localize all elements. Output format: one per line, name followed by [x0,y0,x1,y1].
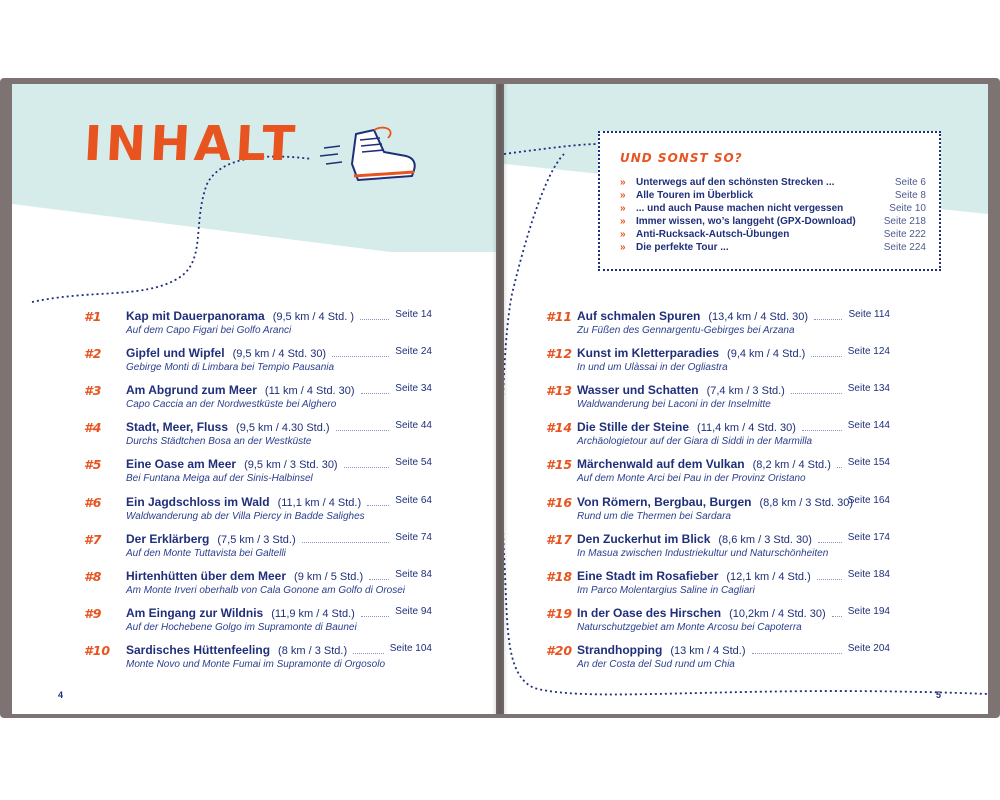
tour-page-ref: Seite 154 [847,457,890,469]
toc-entry[interactable] [0,457,1000,491]
tour-subtitle: Auf dem Monte Arci bei Pau in der Provinz Oristano [577,473,806,485]
tour-distance: (12,1 km / 4 Std.) [726,570,811,583]
dot-leader [791,393,842,394]
tour-title: Am Eingang zur Wildnis [126,605,264,620]
tour-title: Strandhopping [577,642,663,657]
chevron-right-icon: » [620,203,626,214]
tour-distance: (9,5 km / 4 Std. 30) [232,348,327,361]
tour-distance: (11,1 km / 4 Std.) [277,496,362,509]
dot-leader [752,653,842,654]
tour-title: Kunst im Kletterparadies [577,346,720,361]
tour-number: #6 [84,494,102,510]
tour-distance: (11,4 km / 4 Std. 30) [697,422,796,435]
tour-number: #19 [546,605,573,621]
tour-title-line [577,420,796,435]
extras-item-page: Seite 10 [889,203,926,214]
page-title: INHALT [82,116,301,172]
tour-distance: (10,2km / 4 Std. 30) [729,607,826,620]
chevron-right-icon: » [620,190,626,201]
tour-page-ref: Seite 64 [395,494,432,506]
dot-leader [818,542,842,543]
page-number-right: 5 [936,690,942,700]
tour-distance: (8,2 km / 4 Std.) [752,459,831,472]
tour-title: Den Zuckerhut im Blick [577,531,711,546]
tour-page-ref: Seite 104 [389,642,432,654]
toc-entry[interactable] [0,532,1000,566]
extras-item-page: Seite 222 [883,229,926,240]
extras-item-label: Alle Touren im Überblick [636,190,754,201]
dot-leader [802,430,842,431]
tour-subtitle: Am Monte Irveri oberhalb von Cala Gonone am Golfo di Orosei [126,584,406,596]
tour-subtitle: Zu Füßen des Gennargentu-Gebirges bei Arzana [577,325,795,336]
tour-page-ref: Seite 24 [395,346,432,358]
tour-subtitle: Durchs Städtchen Bosa an der Westküste [126,436,312,448]
chevron-right-icon: » [620,177,626,188]
tour-distance: (13,4 km / 4 Std. 30) [708,311,809,323]
tour-page-ref: Seite 174 [847,531,890,543]
tour-page-ref: Seite 164 [847,494,890,506]
tour-title-line [577,643,746,658]
toc-entry[interactable] [0,420,1000,454]
tour-distance: (8 km / 3 Std.) [278,644,348,657]
tour-distance: (9,4 km / 4 Std.) [727,348,806,361]
tour-number: #4 [84,420,102,436]
tour-subtitle: Gebirge Monti di Limbara bei Tempio Pausania [126,362,335,374]
tour-distance: (9,5 km / 4 Std. ) [272,311,355,323]
dot-leader [817,579,842,580]
tour-page-ref: Seite 114 [848,309,890,320]
tour-subtitle: Im Parco Molentargius Saline in Cagliari [577,584,755,596]
tour-number: #2 [84,346,102,362]
toc-entry[interactable] [0,643,1000,677]
tour-distance: (9,5 km / 3 Std. 30) [244,459,338,472]
page-number-left: 4 [58,690,64,700]
tour-title: Kap mit Dauerpanorama [126,309,265,323]
dot-leader [837,467,842,468]
tour-page-ref: Seite 34 [395,383,432,395]
tour-distance: (8,6 km / 3 Std. 30) [718,533,812,546]
tour-page-ref: Seite 54 [395,457,432,469]
tour-number: #18 [546,568,573,584]
tour-title-line [577,606,826,621]
toc-entry[interactable] [0,495,1000,529]
dot-leader [811,356,841,357]
chevron-right-icon: » [620,216,626,227]
tour-number: #17 [546,531,573,547]
tour-page-ref: Seite 84 [395,568,432,580]
tour-subtitle: Auf den Monte Tuttavista bei Galtelli [126,547,286,559]
tour-subtitle: Archäologietour auf der Giara di Siddi in der Marmilla [577,436,813,448]
tour-number: #15 [546,457,573,473]
tour-title: Wasser und Schatten [577,383,699,398]
extras-item-label: Unterwegs auf den schönsten Strecken ... [636,177,835,188]
tour-page-ref: Seite 44 [395,420,432,432]
tour-distance: (11 km / 4 Std. 30) [264,385,355,398]
tour-title-line [577,457,831,472]
extras-item-label: Immer wissen, wo’s langgeht (GPX-Download) [636,216,856,227]
chevron-right-icon: » [620,229,626,240]
tour-title: Von Römern, Bergbau, Burgen [577,494,752,509]
tour-page-ref: Seite 94 [395,605,432,617]
tour-number: #8 [84,568,102,584]
extras-item-label: Die perfekte Tour ... [636,242,729,253]
tour-distance: (13 km / 4 Std.) [670,644,746,657]
tour-number: #12 [546,346,573,362]
toc-entry[interactable] [0,383,1000,417]
extras-item-page: Seite 8 [894,190,926,201]
tour-subtitle: Monte Novo und Monte Fumai im Supramonte di Orgosolo [126,658,386,670]
tour-subtitle: Bei Funtana Meiga auf der Sinis-Halbinsel [126,473,313,485]
tour-distance: (7,5 km / 3 Std.) [217,533,296,546]
toc-entry[interactable] [0,569,1000,603]
toc-entry[interactable] [0,346,1000,380]
tour-subtitle: Naturschutzgebiet am Monte Arcosu bei Capoterra [577,621,802,633]
tour-title-line [577,532,812,547]
extras-item-page: Seite 6 [894,177,926,188]
tour-page-ref: Seite 14 [395,309,432,320]
tour-title-line [577,383,785,398]
tour-number: #10 [84,642,111,658]
tour-title: Gipfel und Wipfel [126,346,225,361]
tour-subtitle: Waldwanderung ab der Villa Piercy in Badde Salighes [126,510,365,522]
tour-title: Die Stille der Steine [577,420,690,435]
tour-subtitle: Rund um die Thermen bei Sardara [577,510,731,522]
tour-page-ref: Seite 144 [847,420,890,432]
tour-title-line [577,346,805,361]
tour-title: Auf schmalen Spuren [577,309,701,323]
tour-subtitle: An der Costa del Sud rund um Chia [577,658,735,670]
tour-title: Der Erklärberg [126,531,210,546]
tour-title: In der Oase des Hirschen [577,605,722,620]
tour-number: #7 [84,531,102,547]
extras-heading: UND SONST SO? [620,151,743,165]
tour-subtitle: Auf der Hochebene Golgo im Supramonte di Baunei [126,621,357,633]
tour-page-ref: Seite 204 [847,642,890,654]
tour-number: #9 [84,605,102,621]
tour-number: #1 [84,309,102,324]
tour-title: Stadt, Meer, Fluss [126,420,229,435]
tour-number: #5 [84,457,102,473]
chevron-right-icon: » [620,242,626,253]
tour-title: Sardisches Hüttenfeeling [126,642,271,657]
tour-number: #14 [546,420,573,436]
toc-entry[interactable] [0,606,1000,640]
tour-subtitle: In Masua zwischen Industriekultur und Naturschönheiten [577,547,829,559]
tour-distance: (7,4 km / 3 Std.) [706,385,785,398]
tour-number: #13 [546,383,573,399]
tour-distance: (9 km / 5 Std.) [294,570,364,583]
tour-title: Eine Oase am Meer [126,457,237,472]
tour-subtitle: Capo Caccia an der Nordwestküste bei Alghero [126,399,337,411]
tour-title: Eine Stadt im Rosafieber [577,568,719,583]
tour-number: #16 [546,494,573,510]
tour-page-ref: Seite 134 [847,383,890,395]
tour-subtitle: In und um Ulàssai in der Ogliastra [577,362,728,374]
tour-page-ref: Seite 74 [395,531,432,543]
tour-number: #3 [84,383,102,399]
tour-title-line [577,569,811,584]
tour-title: Märchenwald auf dem Vulkan [577,457,745,472]
tour-distance: (9,5 km / 4.30 Std.) [236,422,330,435]
tour-subtitle: Waldwanderung bei Laconi in der Inselmitte [577,399,771,411]
tour-number: #20 [546,642,573,658]
tour-title-line [577,495,853,510]
tour-title: Ein Jagdschloss im Wald [126,494,270,509]
tour-distance: (8,8 km / 3 Std. 30) [759,496,854,509]
toc-entry[interactable] [0,309,1000,343]
extras-item-label: Anti-Rucksack-Autsch-Übungen [636,229,790,240]
dot-leader [832,616,842,617]
extras-item-page: Seite 224 [883,242,926,253]
extras-item-page: Seite 218 [883,216,926,227]
tour-page-ref: Seite 124 [847,346,890,358]
tour-number: #11 [546,309,573,324]
tour-distance: (11,9 km / 4 Std.) [271,607,355,620]
tour-title: Am Abgrund zum Meer [126,383,257,398]
tour-page-ref: Seite 184 [847,568,890,580]
extras-item-label: ... und auch Pause machen nicht vergessen [636,203,844,214]
dot-leader [814,319,842,320]
tour-subtitle: Auf dem Capo Figari bei Golfo Aranci [126,325,292,336]
tour-title-line [577,309,808,324]
tour-title: Hirtenhütten über dem Meer [126,568,287,583]
tour-page-ref: Seite 194 [847,605,890,617]
